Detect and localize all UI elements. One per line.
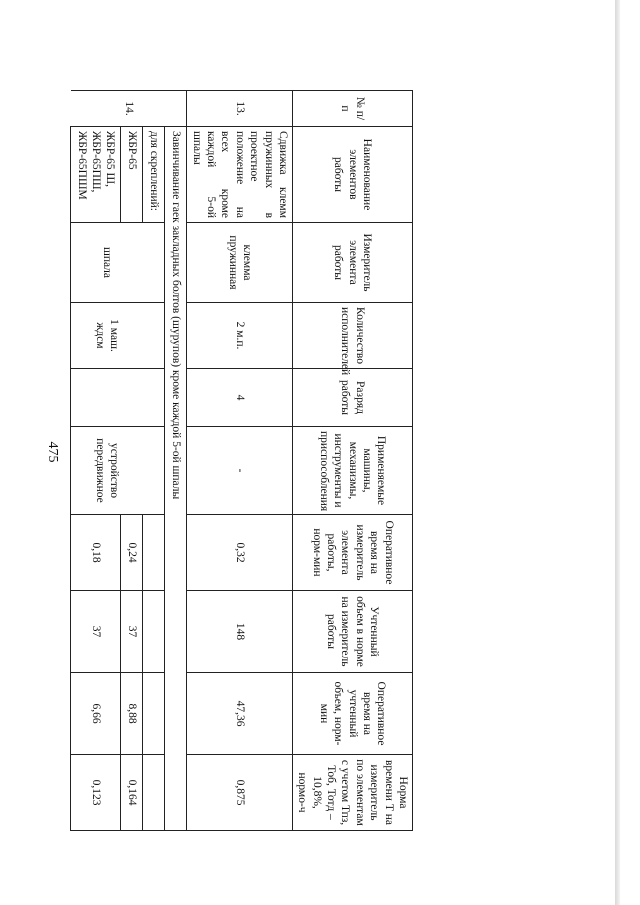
row13-workers: 2 м.п. (187, 303, 293, 369)
row14-sub2-norm: 0,123 (71, 755, 121, 831)
scan-page-edge (615, 0, 620, 905)
row14-sub1-op-time: 0,24 (121, 515, 143, 591)
row14-sub2-op-time: 0,18 (71, 515, 121, 591)
row14-empty-3 (143, 673, 165, 755)
row14-workers: 1 маш. ждсм (71, 303, 143, 369)
row14-title: Завинчивание гаек закладных болтов (шурупов) кроме каждой 5-ой шпалы (165, 127, 187, 831)
row14-sub1-norm: 0,164 (121, 755, 143, 831)
row14-grade (71, 369, 143, 427)
row13-num: 13. (187, 91, 293, 127)
table-row-13 (187, 91, 293, 831)
norm-table-sheet (75, 90, 413, 830)
row14-unit-top (143, 223, 165, 303)
row13-norm: 0,875 (187, 755, 293, 831)
row14-fasteners-label: для скреплений: (143, 127, 165, 223)
header-machines: Применяемые машины, механизмы, инструменты и приспособления (293, 427, 413, 515)
table-row-14-fasteners (143, 91, 165, 831)
row13-grade: 4 (187, 369, 293, 427)
header-workers: Количество исполнителей (293, 303, 413, 369)
header-volume: Учтенный объем в норме на измеритель работы (293, 591, 413, 673)
page-number: 475 (45, 441, 60, 463)
row13-unit: клемма пружинная (187, 223, 293, 303)
row13-op-time: 0,32 (187, 515, 293, 591)
row14-sub1-name: ЖБР-65 (121, 127, 143, 223)
table-row-14-zhbr65 (121, 91, 143, 831)
row14-machines: устройство передвижное (71, 427, 143, 515)
header-num: № п/п (293, 91, 413, 127)
row14-num: 14. (71, 91, 187, 127)
row14-workers-top (143, 303, 165, 369)
header-op-time: Оперативное время на измеритель элемента работы, норм-мин (293, 515, 413, 591)
table-row-14-title (165, 91, 187, 831)
table-header-row (293, 91, 413, 831)
row13-machines: - (187, 427, 293, 515)
row14-machines-top (143, 427, 165, 515)
row14-sub1-op-time-volume: 8,88 (121, 673, 143, 755)
row14-sub1-volume: 37 (121, 591, 143, 673)
row14-sub2-name: ЖБР-65 Ш, ЖБР-65ПШ, ЖБР-65ПШМ (71, 127, 121, 223)
row13-volume: 148 (187, 591, 293, 673)
header-grade: Разряд работы (293, 369, 413, 427)
row14-unit: шпала (71, 223, 143, 303)
row13-op-time-volume: 47,36 (187, 673, 293, 755)
header-work-element: Наименование элементов работы (293, 127, 413, 223)
row14-sub2-volume: 37 (71, 591, 121, 673)
row14-empty-4 (143, 755, 165, 831)
header-unit: Измеритель элемента работы (293, 223, 413, 303)
row14-sub2-op-time-volume: 6,66 (71, 673, 121, 755)
row14-grade-top (143, 369, 165, 427)
work-norm-table (70, 90, 413, 831)
row14-empty-2 (143, 591, 165, 673)
row13-name: Сдвижка клемм пружинных в проектное положение на всех кроме каждой 5-ой шпалы (187, 127, 293, 223)
header-norm: Норма времени Т на измеритель по элементам с учетом Тпз, Тоб, Тотд – 10,8%, нормо-ч (293, 755, 413, 831)
header-op-time-volume: Оперативное время на учтенный объем, норм-мин (293, 673, 413, 755)
row14-empty-1 (143, 515, 165, 591)
